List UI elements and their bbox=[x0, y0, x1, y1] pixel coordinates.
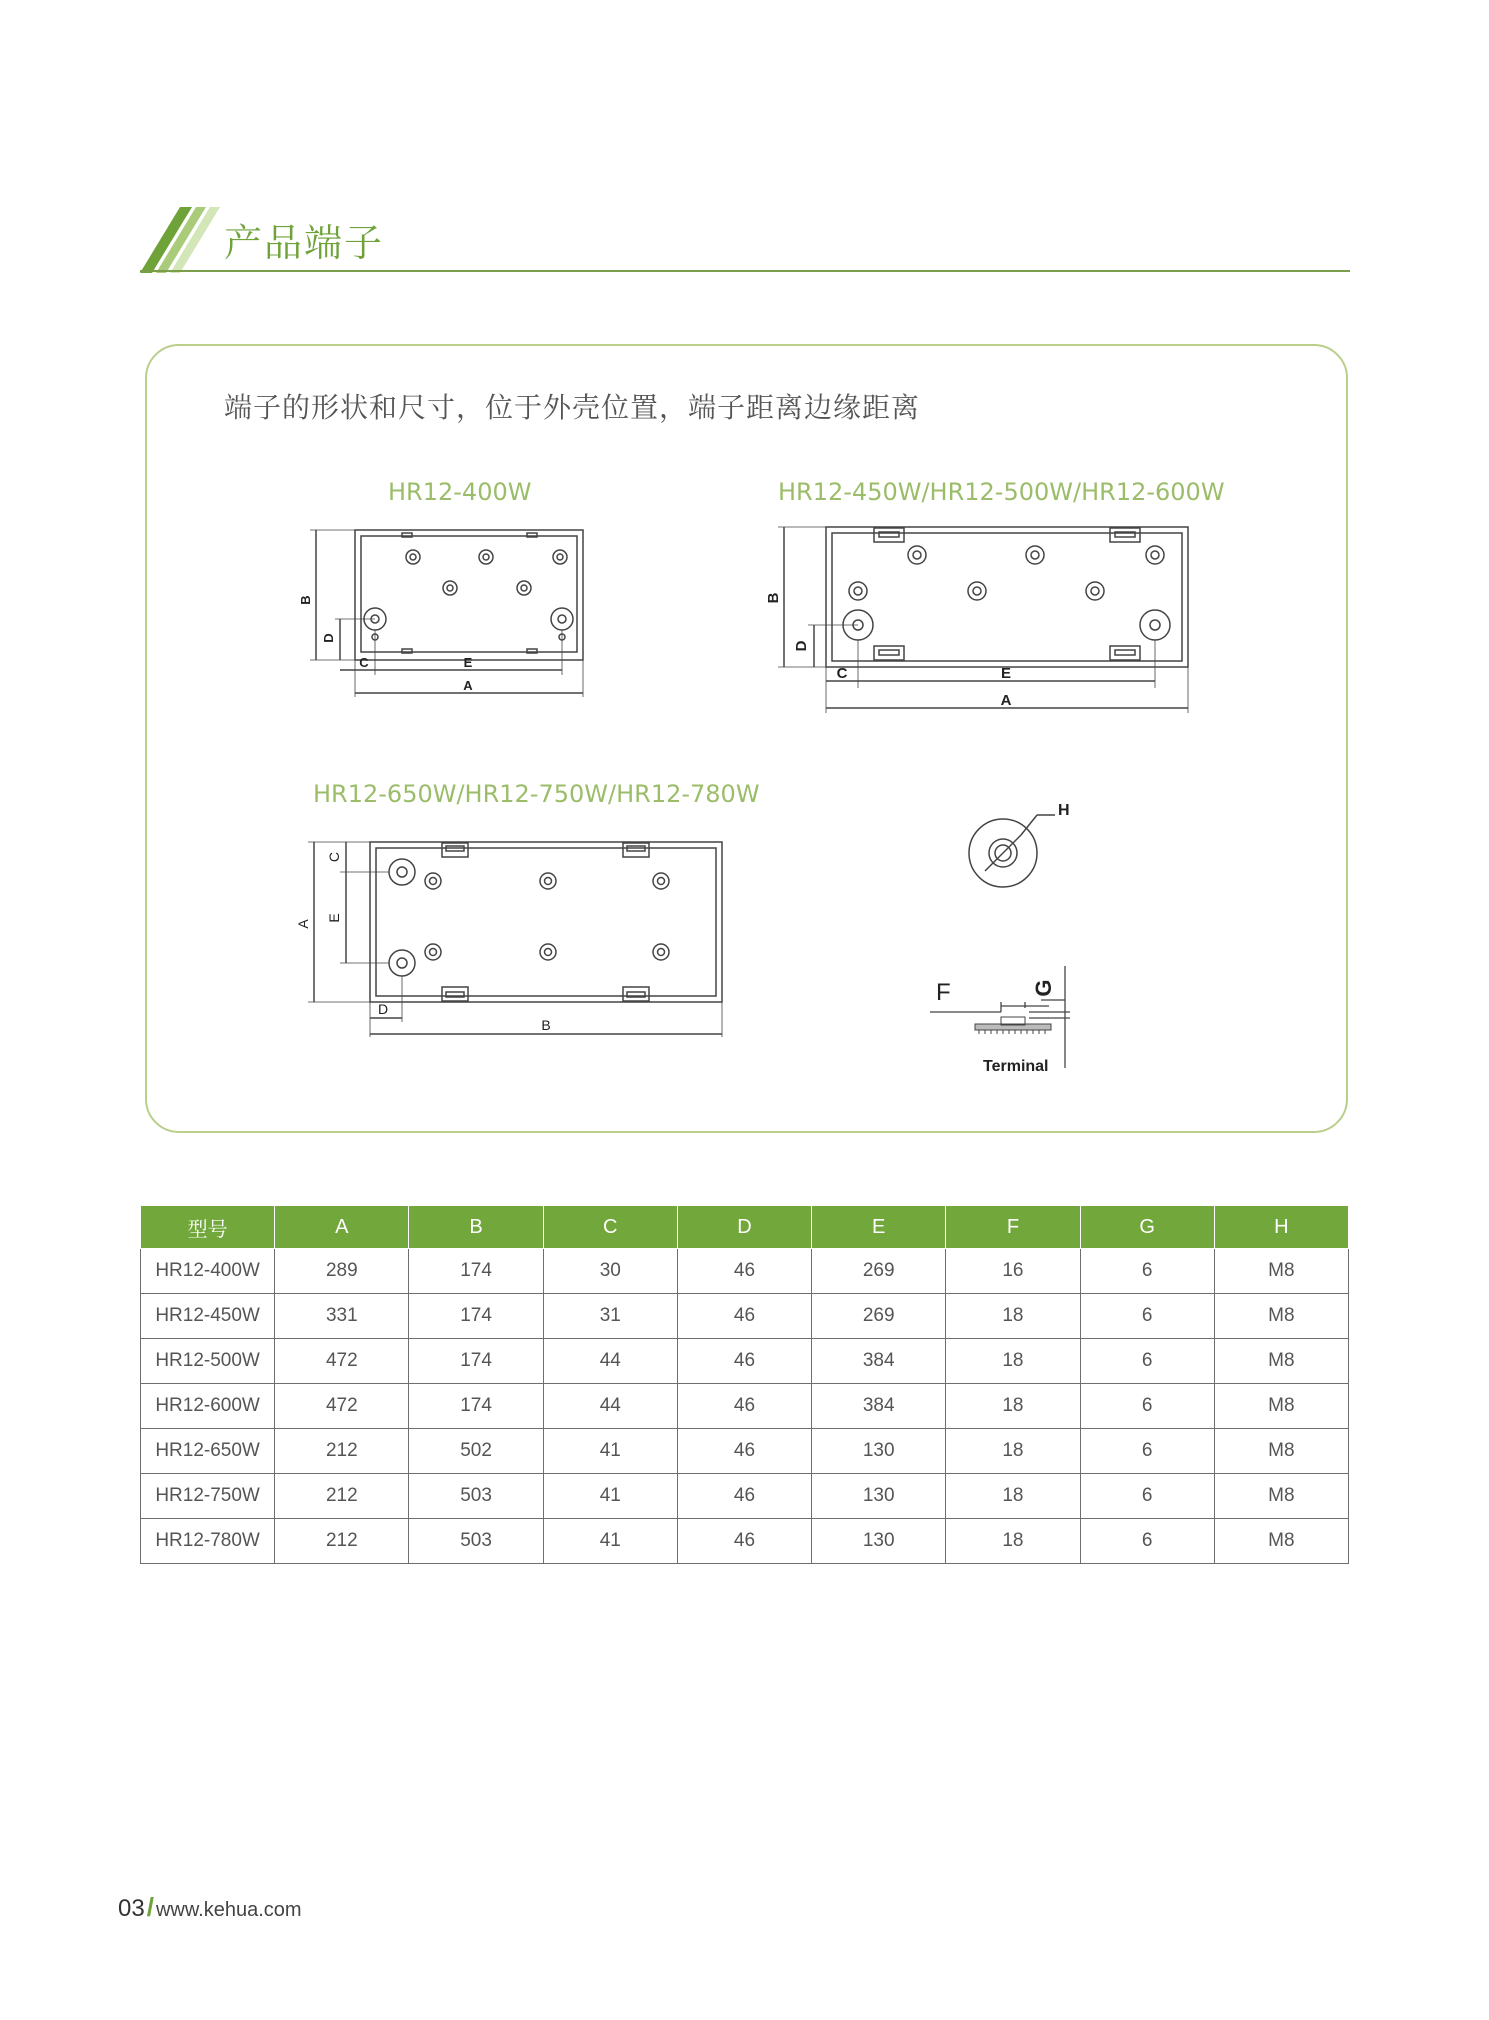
cell-h: M8 bbox=[1214, 1519, 1348, 1564]
dim-label-b: B bbox=[298, 595, 313, 605]
cell-f: 18 bbox=[946, 1294, 1080, 1339]
cell-c: 41 bbox=[543, 1429, 677, 1474]
cell-c: 44 bbox=[543, 1339, 677, 1384]
cell-c: 41 bbox=[543, 1474, 677, 1519]
cell-a: 289 bbox=[275, 1249, 409, 1294]
cell-b: 174 bbox=[409, 1249, 543, 1294]
table-row bbox=[141, 1474, 1349, 1519]
cell-c: 44 bbox=[543, 1384, 677, 1429]
cell-d: 46 bbox=[677, 1474, 811, 1519]
cell-g: 6 bbox=[1080, 1294, 1214, 1339]
cell-h: M8 bbox=[1214, 1339, 1348, 1384]
cell-c: 31 bbox=[543, 1294, 677, 1339]
cell-g: 6 bbox=[1080, 1429, 1214, 1474]
cell-d: 46 bbox=[677, 1249, 811, 1294]
cell-f: 18 bbox=[946, 1384, 1080, 1429]
footer-slash-icon: / bbox=[146, 1892, 154, 1922]
table-row bbox=[141, 1249, 1349, 1294]
cell-b: 502 bbox=[409, 1429, 543, 1474]
header-divider bbox=[140, 270, 1350, 272]
dim-label-e: E bbox=[463, 655, 473, 670]
cell-h: M8 bbox=[1214, 1474, 1348, 1519]
page-number: 03 bbox=[118, 1895, 145, 1922]
dim-label-d: D bbox=[321, 633, 336, 643]
cell-model: HR12-600W bbox=[141, 1384, 275, 1429]
panel-caption: 端子的形状和尺寸，位于外壳位置，端子距离边缘距离 bbox=[224, 391, 921, 424]
dim-label-d: D bbox=[377, 1001, 389, 1017]
page-footer bbox=[118, 1892, 302, 1923]
dim-label-f: F bbox=[936, 979, 951, 1006]
cell-f: 18 bbox=[946, 1429, 1080, 1474]
cell-model: HR12-650W bbox=[141, 1429, 275, 1474]
diagram-400w bbox=[300, 520, 600, 705]
header-f: F bbox=[946, 1206, 1080, 1249]
cell-e: 130 bbox=[812, 1474, 946, 1519]
cell-c: 30 bbox=[543, 1249, 677, 1294]
header-model: 型号 bbox=[141, 1206, 275, 1249]
terminal-label: Terminal bbox=[983, 1058, 1049, 1075]
dim-label-c: C bbox=[359, 655, 369, 670]
dim-label-a: A bbox=[295, 919, 311, 929]
cell-e: 269 bbox=[812, 1294, 946, 1339]
table-row bbox=[141, 1294, 1349, 1339]
footer-url[interactable]: www.kehua.com bbox=[155, 1899, 302, 1921]
dim-label-b: B bbox=[541, 1017, 551, 1033]
cell-e: 130 bbox=[812, 1429, 946, 1474]
cell-d: 46 bbox=[677, 1519, 811, 1564]
cell-f: 18 bbox=[946, 1519, 1080, 1564]
table-header-row bbox=[141, 1206, 1349, 1249]
table-row bbox=[141, 1384, 1349, 1429]
cell-f: 16 bbox=[946, 1249, 1080, 1294]
cell-c: 41 bbox=[543, 1519, 677, 1564]
cell-d: 46 bbox=[677, 1429, 811, 1474]
table-row bbox=[141, 1339, 1349, 1384]
cell-g: 6 bbox=[1080, 1384, 1214, 1429]
cell-g: 6 bbox=[1080, 1339, 1214, 1384]
dim-label-a: A bbox=[463, 678, 473, 693]
cell-b: 174 bbox=[409, 1294, 543, 1339]
cell-a: 472 bbox=[275, 1339, 409, 1384]
cell-model: HR12-750W bbox=[141, 1474, 275, 1519]
model-label-650-780w: HR12-650W/HR12-750W/HR12-780W bbox=[313, 780, 760, 808]
dim-label-a: A bbox=[1000, 692, 1012, 709]
header-c: C bbox=[543, 1206, 677, 1249]
dim-label-g: G bbox=[1031, 979, 1056, 997]
cell-h: M8 bbox=[1214, 1294, 1348, 1339]
section-title: 产品端子 bbox=[224, 221, 385, 265]
cell-g: 6 bbox=[1080, 1249, 1214, 1294]
diagram-650-780w bbox=[295, 832, 735, 1044]
dim-label-c: C bbox=[326, 851, 342, 863]
cell-e: 384 bbox=[812, 1339, 946, 1384]
dim-label-h: H bbox=[1058, 802, 1070, 819]
cell-a: 472 bbox=[275, 1384, 409, 1429]
model-label-400w: HR12-400W bbox=[388, 478, 532, 506]
dim-label-e: E bbox=[1000, 665, 1012, 682]
cell-g: 6 bbox=[1080, 1474, 1214, 1519]
cell-d: 46 bbox=[677, 1384, 811, 1429]
cell-e: 130 bbox=[812, 1519, 946, 1564]
header-h: H bbox=[1214, 1206, 1348, 1249]
model-label-450-600w: HR12-450W/HR12-500W/HR12-600W bbox=[778, 478, 1225, 506]
cell-h: M8 bbox=[1214, 1429, 1348, 1474]
terminal-top-diagram bbox=[955, 795, 1075, 895]
cell-b: 174 bbox=[409, 1384, 543, 1429]
cell-a: 331 bbox=[275, 1294, 409, 1339]
cell-e: 269 bbox=[812, 1249, 946, 1294]
cell-model: HR12-450W bbox=[141, 1294, 275, 1339]
header-e: E bbox=[812, 1206, 946, 1249]
table-row bbox=[141, 1519, 1349, 1564]
dim-label-d: D bbox=[793, 640, 810, 652]
cell-h: M8 bbox=[1214, 1384, 1348, 1429]
dim-label-b: B bbox=[765, 592, 782, 604]
cell-d: 46 bbox=[677, 1294, 811, 1339]
cell-model: HR12-780W bbox=[141, 1519, 275, 1564]
dim-label-c: C bbox=[836, 665, 848, 682]
cell-f: 18 bbox=[946, 1339, 1080, 1384]
cell-a: 212 bbox=[275, 1519, 409, 1564]
terminal-side-diagram bbox=[925, 960, 1095, 1080]
header-d: D bbox=[677, 1206, 811, 1249]
cell-b: 174 bbox=[409, 1339, 543, 1384]
table-row bbox=[141, 1429, 1349, 1474]
cell-b: 503 bbox=[409, 1474, 543, 1519]
cell-a: 212 bbox=[275, 1429, 409, 1474]
diagram-450-600w bbox=[765, 518, 1200, 718]
cell-d: 46 bbox=[677, 1339, 811, 1384]
header-a: A bbox=[275, 1206, 409, 1249]
cell-model: HR12-400W bbox=[141, 1249, 275, 1294]
cell-b: 503 bbox=[409, 1519, 543, 1564]
header-stripes-graphic bbox=[140, 207, 220, 273]
dimension-table bbox=[140, 1205, 1349, 1564]
cell-e: 384 bbox=[812, 1384, 946, 1429]
cell-f: 18 bbox=[946, 1474, 1080, 1519]
cell-model: HR12-500W bbox=[141, 1339, 275, 1384]
cell-g: 6 bbox=[1080, 1519, 1214, 1564]
header-g: G bbox=[1080, 1206, 1214, 1249]
cell-a: 212 bbox=[275, 1474, 409, 1519]
header-b: B bbox=[409, 1206, 543, 1249]
cell-h: M8 bbox=[1214, 1249, 1348, 1294]
dim-label-e: E bbox=[326, 913, 342, 923]
